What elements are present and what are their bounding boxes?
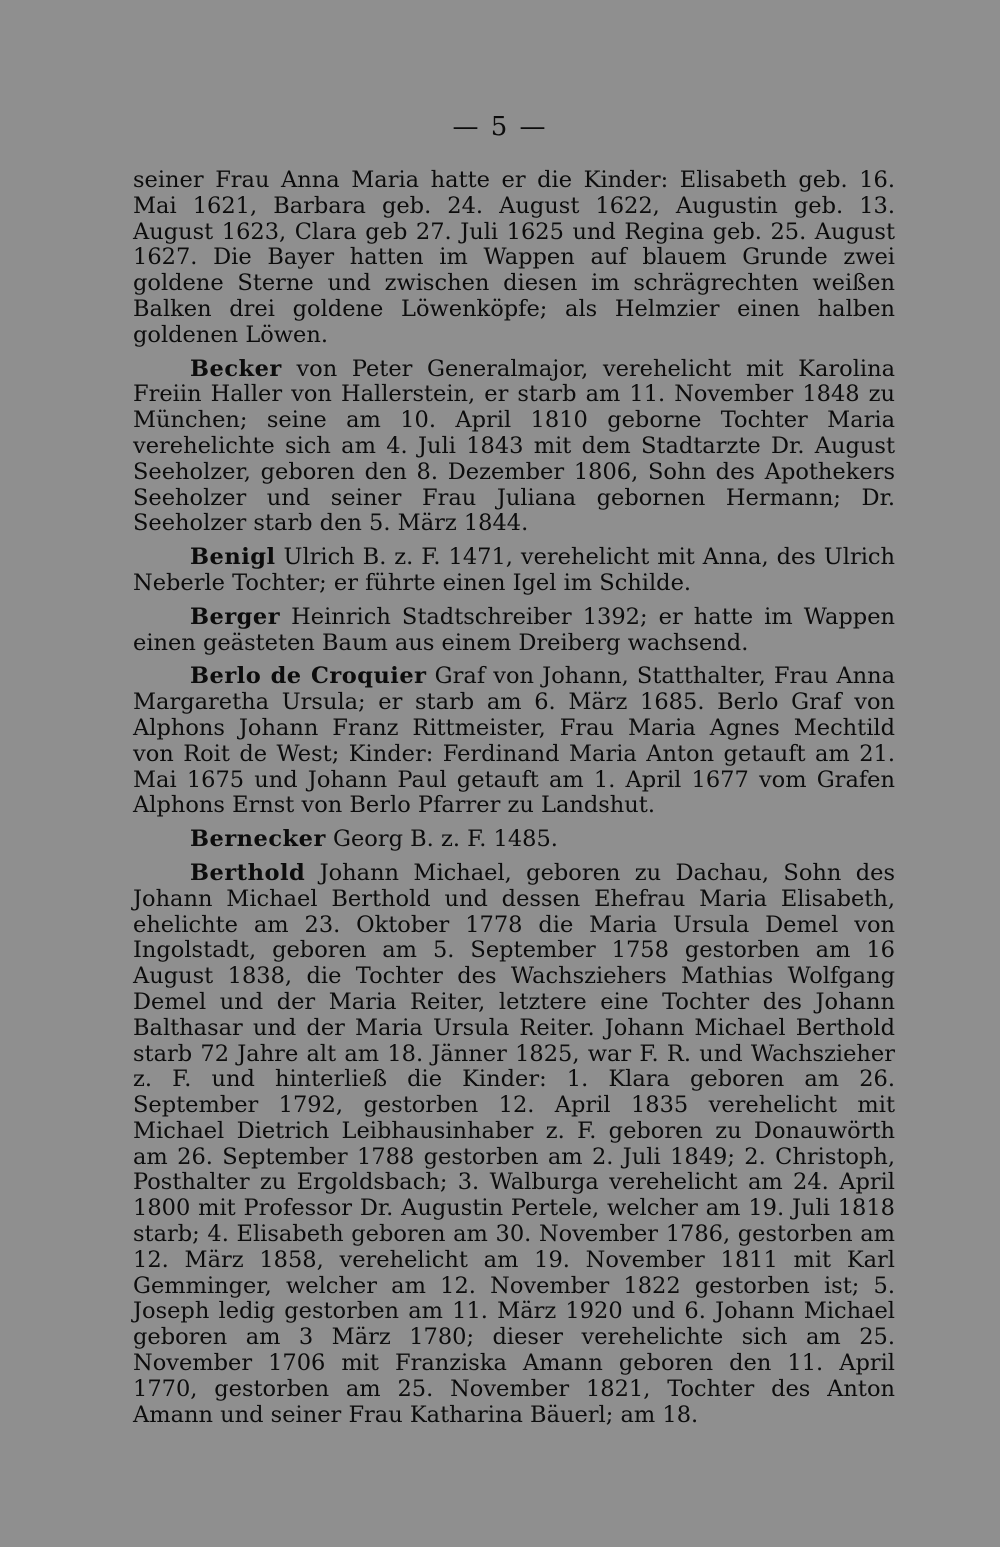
- entry-surname: Berlo de Croquier: [190, 663, 427, 690]
- entry-berger: [133, 605, 895, 657]
- entry-surname: Becker: [190, 355, 282, 382]
- paragraph-text: seiner Frau Anna Maria hatte er die Kinder: Elisabeth geb. 16. Mai 1621, Barbara geb. 24. August 1622, Augustin geb. 13. August 1623, Clara geb 27. Juli 1625 und Regina geb. 25. August 1627. Die Bayer hatten im Wappen auf blauem Grunde zwei goldene Sterne und zwischen diesen im schrägrechten weißen Balken drei goldene Löwenköpfe; als Helmzier einen halben goldenen Löwen.: [133, 167, 895, 348]
- entry-text: Heinrich Stadtschreiber 1392; er hatte im Wappen einen geästeten Baum aus einem Dreiberg wachsend.: [133, 603, 895, 656]
- paragraph-bayer-continuation: [133, 168, 895, 349]
- entry-surname: Benigl: [190, 544, 276, 571]
- entry-surname: Berger: [190, 603, 281, 630]
- entry-text: Johann Michael, geboren zu Dachau, Sohn des Johann Michael Berthold und dessen Ehefrau Maria Elisabeth, ehelichte am 23. Oktober 1778 die Maria Ursula Demel von Ingolstadt, geboren am 5. September 1758 gestorben am 16 August 1838, die Tochter des Wachsziehers Mathias Wolfgang Demel und der Maria Reiter, letztere eine Tochter des Johann Balthasar und der Maria Ursula Reiter. Johann Michael Berthold starb 72 Jahre alt am 18. Jänner 1825, war F. R. und Wachszieher z. F. und hinterließ die Kinder: 1. Klara geboren am 26. September 1792, gestorben 12. April 1835 verehelicht mit Michael Dietrich Leibhausinhaber z. F. geboren zu Donauwörth am 26. September 1788 gestorben am 2. Juli 1849; 2. Christoph, Posthalter zu Ergoldsbach; 3. Walburga verehelicht am 24. April 1800 mit Professor Dr. Augustin Pertele, welcher am 19. Juli 1818 starb; 4. Elisabeth geboren am 30. November 1786, gestorben am 12. März 1858, verehelicht am 19. November 1811 mit Karl Gemminger, welcher am 12. November 1822 gestorben ist; 5. Joseph ledig gestorben am 11. März 1920 und 6. Johann Michael geboren am 3 März 1780; dieser verehelichte sich am 25. November 1706 mit Franziska Amann geboren den 11. April 1770, gestorben am 25. November 1821, Tochter des Anton Amann und seiner Frau Katharina Bäuerl; am 18.: [133, 859, 895, 1428]
- entry-bernecker: [133, 827, 895, 853]
- body-text: [133, 168, 895, 1428]
- entry-text: von Peter Generalmajor, verehelicht mit Karolina Freiin Haller von Hallerstein, er starb am 11. November 1848 zu München; seine am 10. April 1810 geborne Tochter Maria verehelichte sich am 4. Juli 1843 mit dem Stadtarzte Dr. August Seeholzer, geboren den 8. Dezember 1806, Sohn des Apothekers Seeholzer und seiner Frau Juliana gebornen Hermann; Dr. Seeholzer starb den 5. März 1844.: [133, 355, 895, 537]
- page-number: — 5 —: [452, 112, 548, 142]
- entry-becker: [133, 357, 895, 538]
- entry-text: Ulrich B. z. F. 1471, verehelicht mit Anna, des Ulrich Neberle Tochter; er führte einen Igel im Schilde.: [133, 544, 895, 596]
- entry-text: Georg B. z. F. 1485.: [325, 826, 558, 853]
- entry-surname: Berthold: [190, 859, 306, 886]
- entry-berthold: [133, 861, 895, 1429]
- entry-benigl: [133, 545, 895, 597]
- entry-berlo-de-croquier: [133, 664, 895, 819]
- entry-text: Graf von Johann, Statthalter, Frau Anna Margaretha Ursula; er starb am 6. März 1685. Berlo Graf von Alphons Johann Franz Rittmeister, Frau Maria Agnes Mechtild von Roit de West; Kinder: Ferdinand Maria Anton getauft am 21. Mai 1675 und Johann Paul getauft am 1. April 1677 vom Grafen Alphons Ernst von Berlo Pfarrer zu Landshut.: [133, 663, 895, 819]
- entry-surname: Bernecker: [190, 826, 326, 853]
